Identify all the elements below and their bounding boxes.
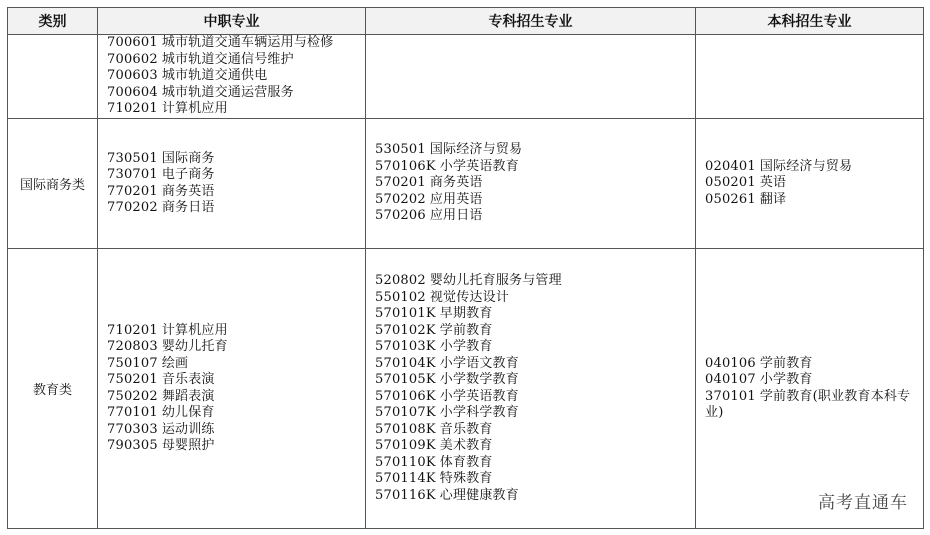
major-name: 翻译 xyxy=(759,191,787,207)
list-item xyxy=(375,273,695,290)
major-code: 570106K xyxy=(375,388,436,404)
major-code: 700602 xyxy=(107,51,158,67)
major-name: 计算机应用 xyxy=(161,101,228,117)
major-name: 小学教育 xyxy=(759,372,813,387)
major-name: 电子商务 xyxy=(161,167,215,182)
major-name: 绘画 xyxy=(161,355,189,371)
list-item xyxy=(705,356,923,373)
header-zhongzhi: 中职专业 xyxy=(98,8,366,35)
major-code: 700604 xyxy=(107,84,158,100)
benke-cell xyxy=(696,119,924,249)
major-code: 520802 xyxy=(375,273,426,288)
major-code: 550102 xyxy=(375,289,426,305)
category-cell xyxy=(8,35,98,119)
major-name: 计算机应用 xyxy=(161,322,228,338)
major-code: 570201 xyxy=(375,175,426,191)
list-item xyxy=(107,438,365,455)
list-item xyxy=(375,290,695,307)
major-code: 720803 xyxy=(107,339,158,354)
header-row xyxy=(8,8,924,35)
major-code: 770303 xyxy=(107,421,158,437)
watermark: 高考直通车 xyxy=(818,493,908,513)
major-code: 570114K xyxy=(375,471,436,486)
list-item xyxy=(375,142,695,159)
major-name: 城市轨道交通车辆运用与检修 xyxy=(161,35,334,51)
major-name: 国际经济与贸易 xyxy=(759,158,853,174)
major-code: 710201 xyxy=(107,101,158,117)
major-name: 国际经济与贸易 xyxy=(429,142,523,158)
major-name: 学前教育(职业教育本科专业) xyxy=(705,388,911,420)
major-name: 城市轨道交通运营服务 xyxy=(161,84,294,100)
major-name: 小学语文教育 xyxy=(439,355,519,371)
list-item xyxy=(107,356,365,373)
list-item xyxy=(107,167,365,184)
list-item xyxy=(375,422,695,439)
major-name: 英语 xyxy=(759,175,787,191)
major-name: 应用日语 xyxy=(429,208,483,224)
major-name: 运动训练 xyxy=(161,421,215,437)
benke-cell xyxy=(696,249,924,529)
list-item xyxy=(375,306,695,323)
major-name: 婴幼儿托育服务与管理 xyxy=(429,273,562,288)
major-name: 商务日语 xyxy=(161,200,215,215)
zhuanke-cell xyxy=(366,35,696,119)
major-code: 570105K xyxy=(375,372,436,387)
major-code: 050261 xyxy=(705,191,756,207)
major-name: 美术教育 xyxy=(439,438,493,453)
list-item xyxy=(705,192,923,209)
major-code: 570109K xyxy=(375,438,436,453)
list-item xyxy=(375,455,695,472)
major-name: 小学教育 xyxy=(439,339,493,354)
major-name: 音乐表演 xyxy=(161,372,215,387)
major-name: 小学英语教育 xyxy=(439,158,519,174)
major-name: 城市轨道交通供电 xyxy=(161,68,268,84)
major-name: 小学数学教育 xyxy=(439,372,519,387)
list-item xyxy=(107,151,365,168)
major-name: 商务英语 xyxy=(429,175,483,191)
list-item xyxy=(107,184,365,201)
major-name: 小学英语教育 xyxy=(439,388,519,404)
major-code: 730501 xyxy=(107,150,158,166)
list-item xyxy=(375,405,695,422)
major-name: 小学科学教育 xyxy=(439,405,519,420)
list-item xyxy=(375,356,695,373)
zhongzhi-cell xyxy=(98,35,366,119)
major-code: 750107 xyxy=(107,355,158,371)
major-code: 570102K xyxy=(375,322,436,338)
major-code: 750202 xyxy=(107,388,158,404)
major-code: 730701 xyxy=(107,167,158,182)
major-code: 770201 xyxy=(107,183,158,199)
table-row xyxy=(8,249,924,529)
list-item xyxy=(705,372,923,389)
list-item xyxy=(107,200,365,217)
major-code: 570206 xyxy=(375,208,426,224)
major-table xyxy=(7,7,924,529)
list-item xyxy=(375,323,695,340)
zhuanke-cell xyxy=(366,119,696,249)
category-cell: 教育类 xyxy=(8,249,98,529)
major-name: 国际商务 xyxy=(161,150,215,166)
major-code: 570106K xyxy=(375,158,436,174)
major-name: 体育教育 xyxy=(439,454,493,470)
list-item xyxy=(107,101,365,118)
table-row xyxy=(8,35,924,119)
major-name: 特殊教育 xyxy=(439,471,493,486)
list-item xyxy=(107,339,365,356)
major-code: 570108K xyxy=(375,421,436,437)
major-name: 应用英语 xyxy=(429,191,483,207)
list-item xyxy=(705,389,923,422)
major-code: 570107K xyxy=(375,405,436,420)
major-name: 学前教育 xyxy=(439,322,493,338)
major-name: 心理健康教育 xyxy=(439,487,519,503)
major-code: 570116K xyxy=(375,487,436,503)
list-item xyxy=(107,323,365,340)
major-name: 早期教育 xyxy=(439,306,493,321)
major-code: 700603 xyxy=(107,68,158,84)
list-item xyxy=(375,175,695,192)
zhongzhi-cell xyxy=(98,249,366,529)
major-code: 770101 xyxy=(107,405,158,420)
header-benke: 本科招生专业 xyxy=(696,8,924,35)
major-code: 050201 xyxy=(705,175,756,191)
major-name: 母婴照护 xyxy=(161,438,215,453)
major-code: 530501 xyxy=(375,142,426,158)
major-name: 城市轨道交通信号维护 xyxy=(161,51,294,67)
category-cell: 国际商务类 xyxy=(8,119,98,249)
major-code: 570104K xyxy=(375,355,436,371)
list-item xyxy=(107,85,365,102)
major-code: 770202 xyxy=(107,200,158,215)
major-code: 370101 xyxy=(705,388,756,404)
list-item xyxy=(375,471,695,488)
list-item xyxy=(375,438,695,455)
list-item xyxy=(705,159,923,176)
major-code: 570202 xyxy=(375,191,426,207)
list-item xyxy=(375,372,695,389)
list-item xyxy=(107,68,365,85)
list-item xyxy=(107,422,365,439)
major-code: 040106 xyxy=(705,355,756,371)
major-name: 音乐教育 xyxy=(439,421,493,437)
major-code: 570103K xyxy=(375,339,436,354)
list-item xyxy=(705,175,923,192)
header-zhuanke: 专科招生专业 xyxy=(366,8,696,35)
list-item xyxy=(375,208,695,225)
table-row xyxy=(8,119,924,249)
benke-cell xyxy=(696,35,924,119)
list-item xyxy=(107,389,365,406)
list-item xyxy=(107,52,365,69)
list-item xyxy=(375,389,695,406)
list-item xyxy=(107,372,365,389)
list-item xyxy=(375,159,695,176)
major-code: 700601 xyxy=(107,35,158,51)
major-code: 710201 xyxy=(107,322,158,338)
major-name: 视觉传达设计 xyxy=(429,289,510,305)
list-item xyxy=(375,192,695,209)
major-code: 020401 xyxy=(705,158,756,174)
major-code: 750201 xyxy=(107,372,158,387)
list-item xyxy=(375,339,695,356)
list-item xyxy=(375,488,695,505)
major-name: 学前教育 xyxy=(759,355,813,371)
major-name: 舞蹈表演 xyxy=(161,388,215,404)
zhongzhi-cell xyxy=(98,119,366,249)
header-category: 类别 xyxy=(8,8,98,35)
major-code: 570101K xyxy=(375,306,436,321)
major-name: 商务英语 xyxy=(161,183,215,199)
major-code: 040107 xyxy=(705,372,756,387)
major-name: 幼儿保育 xyxy=(161,405,215,420)
major-code: 790305 xyxy=(107,438,158,453)
major-code: 570110K xyxy=(375,454,436,470)
zhuanke-cell xyxy=(366,249,696,529)
list-item xyxy=(107,405,365,422)
major-name: 婴幼儿托育 xyxy=(161,339,228,354)
list-item xyxy=(107,35,365,52)
